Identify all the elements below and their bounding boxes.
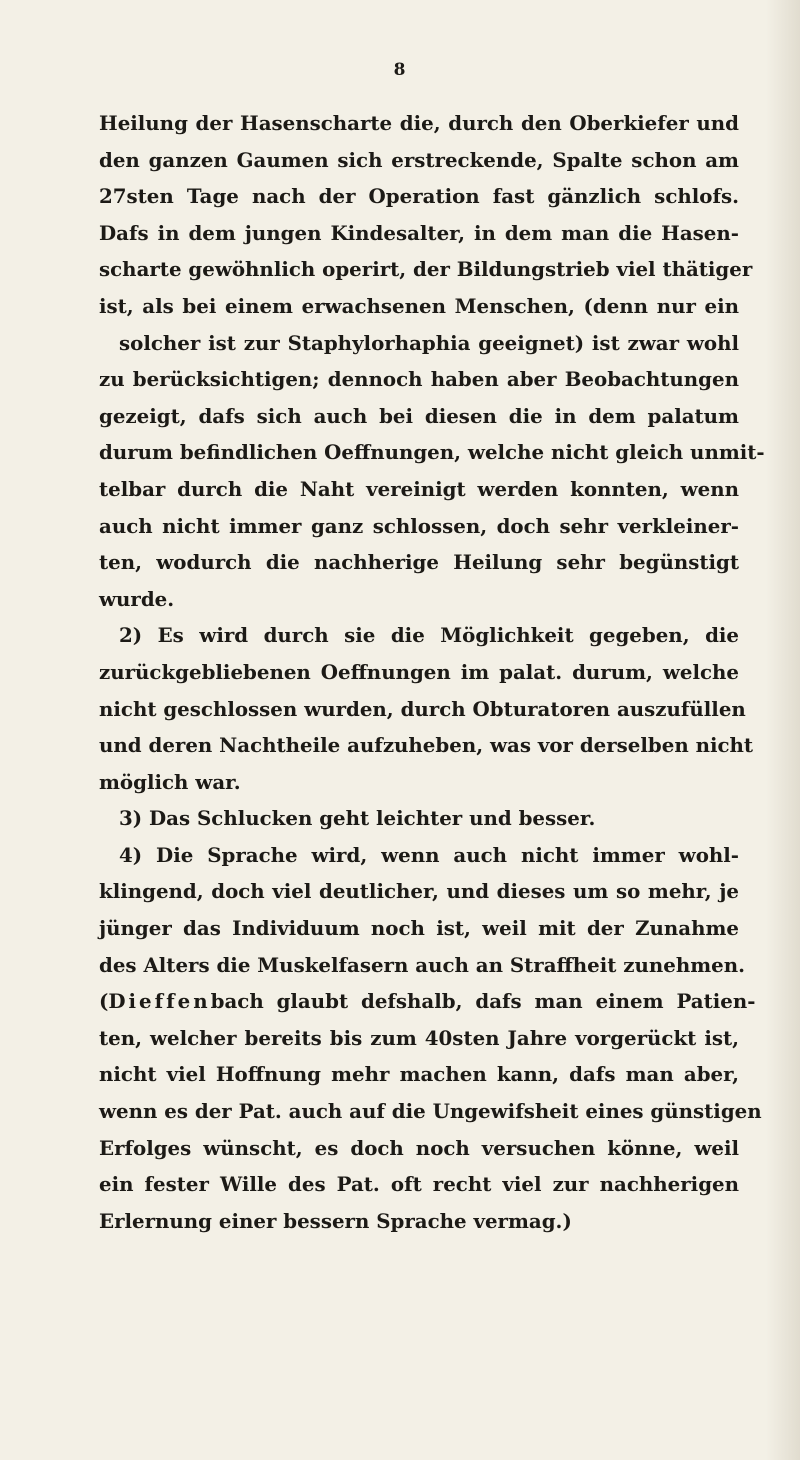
text-line-9: gezeigt, dafs sich auch bei diesen die in dem palatum	[99, 403, 739, 428]
spaced-name-prefix: (	[99, 989, 109, 1014]
text-line-16: zurückgebliebenen Oeffnungen im palat. durum, welche	[99, 659, 739, 684]
text-line-28: wenn es der Pat. auch auf die Ungewifsheit eines günstigen	[99, 1099, 762, 1124]
text-line-17: nicht geschlossen wurden, durch Obturatoren auszufüllen	[99, 696, 746, 721]
text-line-15: 2) Es wird durch sie die Möglichkeit gegeben, die	[119, 623, 739, 648]
text-line-20: 3) Das Schlucken geht leichter und besser.	[119, 806, 596, 831]
text-line-5: scharte gewöhnlich operirt, der Bildungstrieb viel thätiger	[99, 257, 753, 282]
text-line-6: ist, als bei einem erwachsenen Menschen, (denn nur ein	[99, 293, 739, 318]
text-line-22: klingend, doch viel deutlicher, und dieses um so mehr, je	[99, 879, 739, 904]
text-line-13: ten, wodurch die nachherige Heilung sehr begünstigt	[99, 550, 739, 575]
text-line-19: möglich war.	[99, 769, 241, 794]
text-line-12: auch nicht immer ganz schlossen, doch sehr verkleiner-	[99, 513, 739, 538]
text-line-3: 27sten Tage nach der Operation fast gänzlich schlofs.	[99, 184, 739, 209]
text-line-10: durum befindlichen Oeffnungen, welche nicht gleich unmit-	[99, 440, 765, 465]
text-line-8: zu berücksichtigen; dennoch haben aber Beobachtungen	[99, 367, 739, 392]
text-line-27: nicht viel Hoffnung mehr machen kann, dafs man aber,	[99, 1062, 739, 1087]
text-line-7: solcher ist zur Staphylorhaphia geeignet) ist zwar wohl	[119, 330, 739, 355]
text-line-11: telbar durch die Naht vereinigt werden konnten, wenn	[99, 476, 739, 501]
text-line-1: Heilung der Hasenscharte die, durch den Oberkiefer und	[99, 111, 739, 135]
text-line-21: 4) Die Sprache wird, wenn auch nicht immer wohl-	[119, 842, 739, 867]
text-line-18: und deren Nachtheile aufzuheben, was vor derselben nicht	[99, 733, 754, 758]
spaced-author-name: Dieffen	[108, 989, 211, 1014]
body-text	[99, 105, 765, 1239]
text-line-29: Erfolges wünscht, es doch noch versuchen könne, weil	[99, 1135, 739, 1160]
text-line-30: ein fester Wille des Pat. oft recht viel zur nachherigen	[99, 1172, 739, 1197]
text-line-14: wurde.	[99, 586, 175, 611]
text-line-31: Erlernung einer bessern Sprache vermag.)	[99, 1208, 572, 1233]
text-line-2: den ganzen Gaumen sich erstreckende, Spalte schon am	[99, 147, 739, 172]
text-line-25	[99, 983, 756, 1020]
text-line-24: des Alters die Muskelfasern auch an Straffheit zunehmen.	[99, 952, 746, 977]
text-line-26: ten, welcher bereits bis zum 40sten Jahre vorgerückt ist,	[99, 1025, 739, 1050]
page-edge-shadow	[766, 0, 800, 1460]
page-number: 8	[393, 60, 407, 80]
text-line-23: jünger das Individuum noch ist, weil mit der Zunahme	[99, 916, 739, 941]
text-line-25-rest: bach glaubt defshalb, dafs man einem Patien-	[210, 989, 756, 1014]
text-line-4: Dafs in dem jungen Kindesalter, in dem man die Hasen-	[99, 220, 739, 245]
